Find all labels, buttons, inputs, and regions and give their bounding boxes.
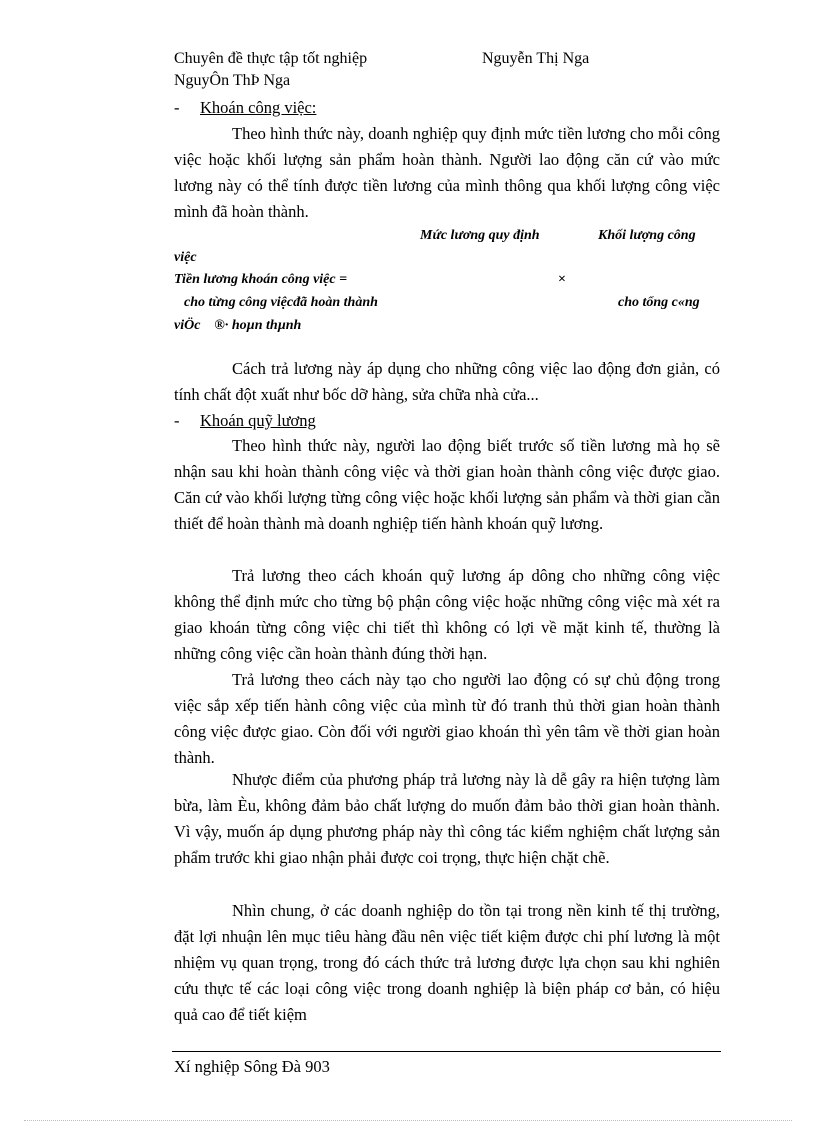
paragraph: Nhược điểm của phương pháp trả lương này là dễ gây ra hiện tượng làm bừa, làm Èu, không đảm bảo chất lượng do muốn đảm bảo thời gian hoàn thành. Vì vậy, muốn áp dụng phương pháp này thì công tác kiểm nghiệm chất lượng sản phẩm trước khi giao nhận phải được coi trọng, thực hiện chặt chẽ. [174,770,720,867]
paragraph: Trả lương theo cách này tạo cho người lao động có sự chủ động trong việc sắp xếp tiến hành công việc của mình từ đó tranh thủ thời gian hoàn thành công việc được giao. Còn đối với người giao khoán thì yên tâm về thời gian hoàn thành. [174,670,720,767]
paragraph: Trả lương theo cách khoán quỹ lương áp dông cho những công việc không thể định mức cho từng bộ phận công việc hoặc những công việc mà xét ra giao khoán từng công việc chi tiết thì không có lợi về mặt kinh tế, thường là những công việc cần hoàn thành đúng thời hạn. [174,566,720,663]
paragraph: Theo hình thức này, người lao động biết trước số tiền lương mà họ sẽ nhận sau khi hoàn thành công việc và thời gian hoàn thành công việc được giao. Căn cứ vào khối lượng từng công việc hoặc khối lượng sản phẩm và thời gian cần thiết để hoàn thành mà doanh nghiệp tiến hành khoán quỹ lương. [174,436,720,533]
header-author: Nguyễn Thị Nga [482,50,590,67]
footer-company: Xí nghiệp Sông Đà 903 [174,1057,330,1076]
formula-left-side: Tiền lương khoán công việc = [174,272,348,287]
formula-numerator-a: Mức lương quy định [420,228,540,243]
formula-numerator-b: Khối lượng công [598,228,696,243]
formula-times-sign: × [558,272,566,287]
page-bottom-border [24,1120,792,1121]
paragraph: Theo hình thức này, doanh nghiệp quy định mức tiền lương cho mỗi công việc hoặc khối lượng sản phẩm hoàn thành. Người lao động căn cứ vào mức lương này có thể tính được tiền lương của mình thông qua khối lượng công việc mình đã hoàn thành. [174,124,720,221]
footer-divider [172,1051,721,1052]
bullet-dash: - [174,411,180,430]
header-left-title: Chuyên đề thực tập tốt nghiệp [174,50,368,67]
formula-last-line: viÖc ®· hoµn thµnh [174,318,302,333]
header-author-legacy-encoding: NguyÔn ThÞ Nga [174,72,291,89]
formula-denominator-a: cho từng công việcđã hoàn thành [184,295,378,310]
formula-denominator-b: cho tổng c«ng [618,295,700,310]
section-heading-khoan-cong-viec [174,98,316,118]
section-label: Khoán công việc: [200,98,317,117]
paragraph: Cách trả lương này áp dụng cho những công việc lao động đơn giản, có tính chất đột xuất như bốc dỡ hàng, sửa chữa nhà cửa... [174,359,720,404]
section-label: Khoán quỹ lương [200,411,316,430]
paragraph: Nhìn chung, ở các doanh nghiệp do tồn tại trong nền kinh tế thị trường, đặt lợi nhuận lên mục tiêu hàng đầu nên việc tiết kiệm được chi phí lương là một nhiệm vụ quan trọng, trong đó cách thức trả lương được lựa chọn sau khi nghiên cứu thực tế các loại công việc trong doanh nghiệp là biện pháp cơ bản, có hiệu quả cao để tiết kiệm [174,901,720,1024]
bullet-dash: - [174,98,180,117]
formula-wrap-line: việc [174,250,197,265]
section-heading-khoan-quy-luong [174,411,316,431]
